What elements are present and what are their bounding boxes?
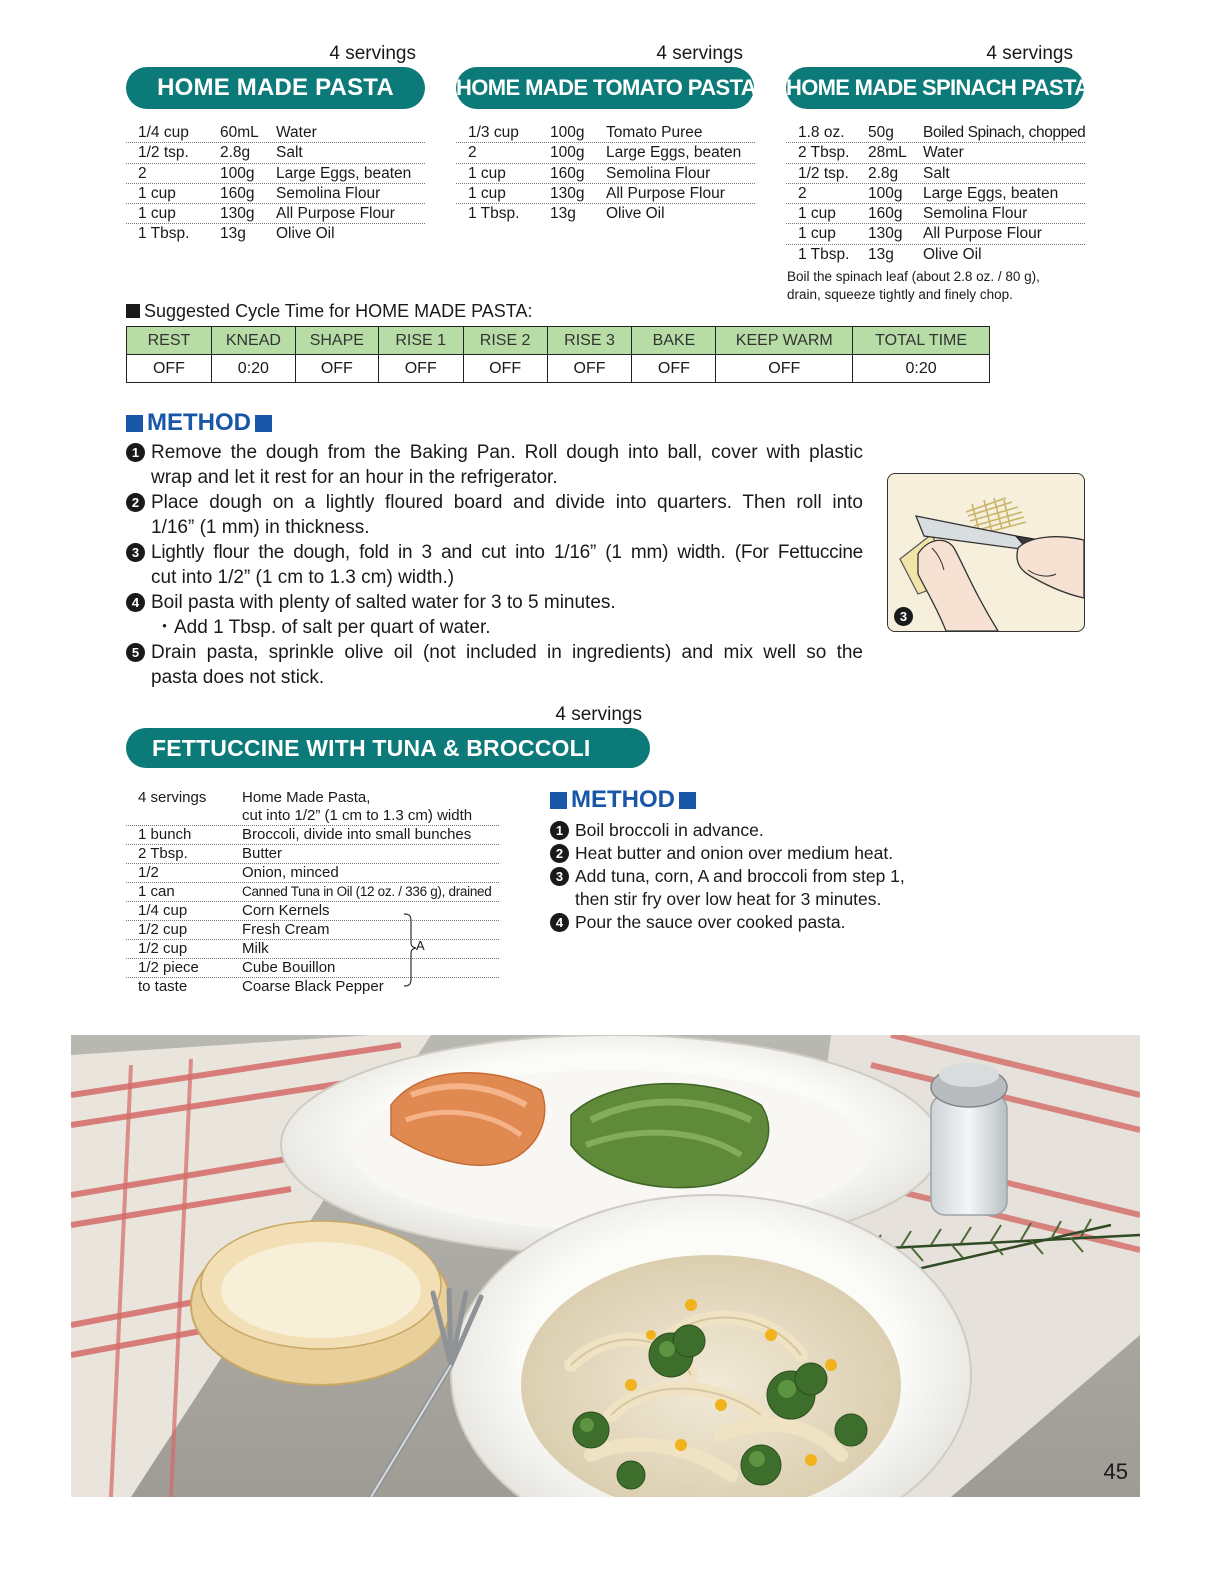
square-icon [255,415,272,432]
ingredient-row [456,164,755,184]
ingredient-row [786,245,1085,264]
step-line: Add tuna, corn, A and broccoli from step 1, [575,866,905,886]
qty: 1/2 tsp. [798,164,849,182]
cycle-header-row [127,327,990,355]
recipe-title-pill: HOME MADE PASTA [126,67,425,109]
ingredient-name: Large Eggs, beaten [923,184,1059,202]
metric: 160g [220,184,255,202]
metric: 100g [550,124,585,141]
recipe-title-pill: HOME MADE TOMATO PASTA [456,67,754,109]
metric: 100g [220,164,255,182]
ingredient-name: Large Eggs, beaten [276,164,412,182]
ingredient-name: Water [923,144,964,162]
cycle-value: OFF [295,355,378,383]
ingredient-row [126,184,425,204]
step-line: Heat butter and onion over medium heat. [575,843,894,863]
step-line: Place dough on a lightly floured board and divide into quarters. Then roll into [151,492,863,513]
spinach-note [787,268,1087,304]
servings-label: 4 servings [555,704,642,725]
method-steps [126,440,863,690]
qty: 2 [798,184,807,202]
ingredient-list [126,123,425,244]
cycle-time-table [126,326,990,383]
qty: 1/3 cup [468,124,519,141]
cycle-label-text: Suggested Cycle Time for HOME MADE PASTA: [144,301,533,321]
tuna-ingredient-list [126,789,499,996]
ingredient-row [126,940,499,959]
square-icon [679,792,696,809]
ingredient-row [456,143,755,163]
qty: 2 [468,144,477,162]
cycle-header: KNEAD [211,327,295,355]
ingredient-text: Canned Tuna in Oil (12 oz. / 336 g), drained [242,884,492,899]
ingredient-name: All Purpose Flour [276,205,395,223]
method-step [550,911,970,934]
square-icon [550,792,567,809]
cycle-value: OFF [463,355,547,383]
step-number: 5 [126,643,145,662]
qty: 1 cup [468,164,506,182]
ingredient-name [242,789,499,825]
ingredient-name: Salt [923,164,950,182]
qty: 1/2 [138,864,159,881]
ingredient-name: Boiled Spinach, chopped [923,124,1086,141]
ingredient-row [126,864,499,883]
ingredient-name: Milk [242,940,269,957]
method-step [550,842,970,865]
ingredient-name: Corn Kernels [242,902,330,919]
step-number: 4 [126,593,145,612]
metric: 60mL [220,124,259,141]
qty: 1 can [138,883,175,900]
qty: 1/2 cup [138,921,188,938]
pasta-dishes-photo [71,1035,1140,1497]
qty: 1 cup [138,205,176,223]
ingredient-line: Home Made Pasta, [242,789,371,806]
servings-label: 4 servings [986,43,1073,64]
ingredient-row [126,883,499,902]
square-icon [126,415,143,432]
metric: 100g [550,144,585,162]
ingredient-row [456,123,755,143]
ingredient-name: Semolina Flour [276,184,381,202]
qty: 1 Tbsp. [138,225,190,243]
cycle-header: REST [127,327,212,355]
step-number: 1 [550,821,569,840]
method-heading [550,787,696,813]
qty: 1 cup [798,205,836,223]
step-line: Boil pasta with plenty of salted water for 3 to 5 minutes. [151,592,616,613]
note-line: Boil the spinach leaf (about 2.8 oz. / 80 g), [787,269,1040,284]
method-step [126,640,863,690]
tuna-method-steps [550,819,970,934]
metric: 160g [550,164,585,182]
qty: 1/4 cup [138,902,188,919]
page-number: 45 [1103,1459,1128,1484]
step-line: Remove the dough from the Baking Pan. Roll dough into ball, cover with plastic [151,442,863,463]
food-photo [71,1035,1140,1497]
metric: 130g [868,225,903,243]
metric: 100g [868,184,903,202]
ingredient-row [126,902,499,921]
ingredient-name [242,883,499,901]
metric: 28mL [868,144,907,162]
cycle-header: RISE 3 [547,327,632,355]
metric: 13g [868,245,894,263]
step-line: Pour the sauce over cooked pasta. [575,912,846,932]
ingredient-row [126,921,499,940]
step-number: 3 [126,543,145,562]
metric: 130g [220,205,255,223]
step-line: Drain pasta, sprinkle olive oil (not included in ingredients) and mix well so the [151,642,863,663]
step-line: 1/16” (1 mm) in thickness. [151,517,370,538]
step-line: Lightly flour the dough, fold in 3 and cut into 1/16” (1 mm) width. (For Fettuccine [151,542,863,563]
method-step [126,590,863,640]
metric: 130g [550,184,585,202]
ingredient-line: cut into 1/2” (1 cm to 1.3 cm) width [242,807,473,824]
qty: 1 bunch [138,826,192,843]
ingredient-name: Butter [242,845,283,862]
cutting-illustration [887,473,1085,632]
step-number: 2 [550,844,569,863]
ingredient-row [126,224,425,243]
ingredient-name: Semolina Flour [923,205,1028,223]
recipe-title-pill: HOME MADE SPINACH PASTA [786,67,1084,109]
cycle-value: OFF [127,355,212,383]
step-line: cut into 1/2” (1 cm to 1.3 cm) width.) [151,567,455,588]
step-line: Boil broccoli in advance. [575,820,764,840]
ingredient-row [456,204,755,223]
ingredient-name: All Purpose Flour [923,225,1042,243]
ingredient-row [786,184,1085,204]
ingredient-row [786,204,1085,224]
qty: 1 cup [468,184,506,202]
step-line: wrap and let it rest for an hour in the refrigerator. [151,467,558,488]
step-line: pasta does not stick. [151,667,325,688]
note-line: drain, squeeze tightly and finely chop. [787,287,1013,302]
cycle-header: TOTAL TIME [853,327,990,355]
ingredient-name: Olive Oil [923,245,982,263]
ingredient-row [126,789,499,826]
ingredient-name: Cube Bouillon [242,959,336,976]
cycle-value: 0:20 [853,355,990,383]
qty: 2 Tbsp. [138,845,188,862]
ingredient-row [126,204,425,224]
step-number: 2 [126,493,145,512]
ingredient-name: Fresh Cream [242,921,330,938]
cycle-value: OFF [716,355,853,383]
cycle-value: OFF [547,355,632,383]
ingredient-name: Large Eggs, beaten [606,144,742,162]
group-label: A [416,938,425,953]
metric: 13g [550,205,576,223]
method-step [126,540,863,590]
metric: 13g [220,225,246,243]
qty: 1/2 tsp. [138,144,189,162]
qty: 1.8 oz. [798,124,845,141]
step-badge: 3 [894,607,913,626]
qty: 1 cup [138,184,176,202]
metric: 50g [868,124,894,141]
ingredient-name: Olive Oil [606,205,665,223]
cycle-header: RISE 1 [378,327,463,355]
cycle-value: OFF [378,355,463,383]
ingredient-row [126,959,499,978]
ingredient-name: Salt [276,144,303,162]
step-subnote: ・Add 1 Tbsp. of salt per quart of water. [155,617,491,638]
ingredient-row [786,224,1085,244]
step-number: 1 [126,443,145,462]
method-heading [126,410,272,436]
cycle-value-row [127,355,990,383]
ingredient-name: Tomato Puree [606,124,703,141]
ingredient-row [786,123,1085,143]
ingredient-name: Onion, minced [242,864,339,881]
cycle-header: SHAPE [295,327,378,355]
metric: 160g [868,205,903,223]
cycle-header: RISE 2 [463,327,547,355]
ingredient-row [126,845,499,864]
ingredient-name: Broccoli, divide into small bunches [242,826,472,843]
qty: 1/2 cup [138,940,188,957]
servings-label: 4 servings [329,43,416,64]
qty: to taste [138,978,188,995]
qty: 1/2 piece [138,959,199,976]
qty: 1 Tbsp. [468,205,520,223]
step-line: then stir fry over low heat for 3 minutes. [575,889,882,909]
qty: 2 [138,164,147,182]
cycle-value: OFF [632,355,716,383]
cutting-hands-icon [888,474,1084,631]
step-number: 4 [550,913,569,932]
metric: 2.8g [868,164,899,182]
recipe-title-pill: FETTUCCINE WITH TUNA & BROCCOLI [126,728,650,768]
cycle-header: KEEP WARM [716,327,853,355]
cycle-header: BAKE [632,327,716,355]
ingredient-row [786,164,1085,184]
ingredient-row [786,143,1085,163]
servings-label: 4 servings [656,43,743,64]
ingredient-list [786,123,1085,264]
cycle-label [126,301,532,322]
ingredient-row [126,978,499,996]
ingredient-name: Coarse Black Pepper [242,978,384,995]
ingredient-name: Semolina Flour [606,164,711,182]
ingredient-list [456,123,755,223]
method-title: METHOD [147,409,251,436]
ingredient-name: Olive Oil [276,225,335,243]
method-step [126,490,863,540]
step-number: 3 [550,867,569,886]
qty: 1/4 cup [138,124,189,141]
method-step [550,865,970,911]
qty: 1 cup [798,225,836,243]
metric: 2.8g [220,144,251,162]
qty: 1 Tbsp. [798,245,850,263]
ingredient-row [126,826,499,845]
square-bullet-icon [126,304,140,318]
ingredient-name: All Purpose Flour [606,184,725,202]
ingredient-row [456,184,755,204]
ingredient-row [126,164,425,184]
qty: 4 servings [138,789,207,806]
ingredient-row [126,123,425,143]
ingredient-name: Water [276,124,317,141]
method-title: METHOD [571,786,675,813]
qty: 2 Tbsp. [798,144,850,162]
method-step [550,819,970,842]
ingredient-row [126,143,425,163]
cycle-value: 0:20 [211,355,295,383]
method-step [126,440,863,490]
